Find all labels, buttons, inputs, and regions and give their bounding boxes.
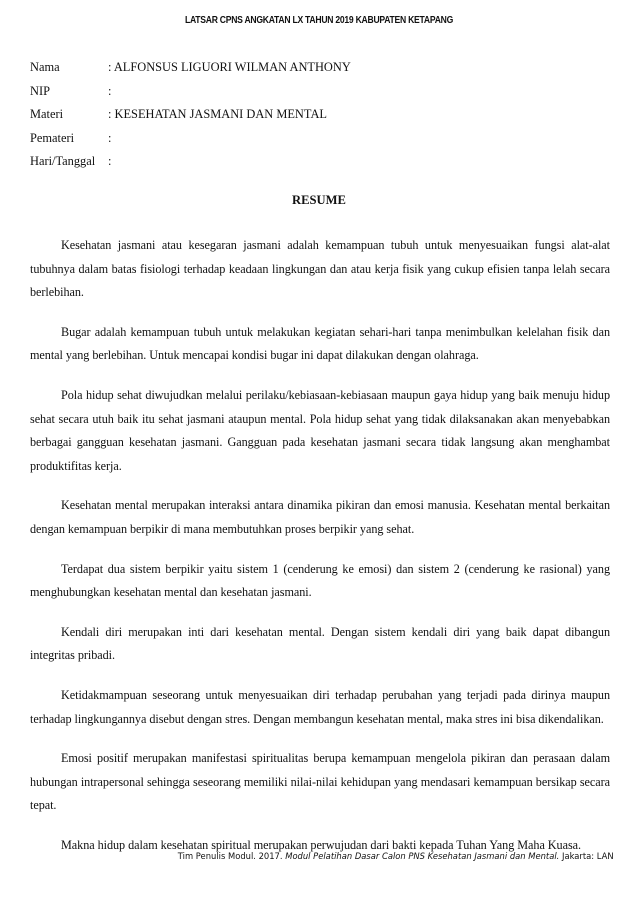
paragraph: Ketidakmampuan seseorang untuk menyesuaikan diri terhadap perubahan yang terjadi pada dirinya maupun terhadap lingkungannya disebut dengan stres. Dengan membangun kesehatan mental, maka stres ini bisa dikendalikan. [30,687,610,726]
meta-row-hari-tanggal [30,150,351,174]
document-title: RESUME [292,193,346,207]
meta-label: Pemateri [30,130,75,145]
meta-value: : [108,130,112,145]
meta-row-pemateri [30,127,351,151]
paragraph: Pola hidup sehat diwujudkan melalui perilaku/kebiasaan-kebiasaan maupun gaya hidup yang baik menuju hidup sehat secara utuh baik itu sehat jasmani ataupun mental. Pola hidup sehat yang tidak dilaksanakan akan menyebabkan berbagai gangguan kesehatan jasmani. Gangguan pada kesehatan jasmani secara tidak langsung akan menghambat produktifitas kerja. [30,387,610,473]
meta-row-nama [30,56,351,80]
footer-prefix: Tim Penulis Modul. 2017. [178,852,286,862]
paragraph: Bugar adalah kemampuan tubuh untuk melakukan kegiatan sehari-hari tanpa menimbulkan kelelahan fisik dan mental yang berlebihan. Untuk mencapai kondisi bugar ini dapat dilakukan dengan olahraga. [30,324,610,363]
paragraph: Kesehatan mental merupakan interaksi antara dinamika pikiran dan emosi manusia. Kesehatan mental berkaitan dengan kemampuan berpikir di mana membutuhkan proses berpikir yang sehat. [30,498,610,536]
resume-body [30,234,610,873]
meta-value: : [108,154,112,168]
meta-label: Hari/Tanggal [30,154,96,168]
meta-label: Nama [30,60,60,74]
meta-label: NIP [30,83,50,98]
meta-value: : [108,83,112,98]
paragraph: Makna hidup dalam kesehatan spiritual merupakan perwujudan dari bakti kepada Tuhan Yang Maha Kuasa. [61,837,581,852]
paragraph: Kendali diri merupakan inti dari kesehatan mental. Dengan sistem kendali diri yang baik dapat dibangun integritas pribadi. [30,624,610,663]
meta-value: : KESEHATAN JASMANI DAN MENTAL [108,107,327,121]
page-footer-citation [178,852,614,862]
meta-value: : ALFONSUS LIGUORI WILMAN ANTHONY [108,60,351,74]
meta-row-materi [30,103,351,127]
footer-suffix: Jakarta: LAN [559,852,614,862]
paragraph: Emosi positif merupakan manifestasi spiritualitas berupa kemampuan mengelola pikiran dan perasaan dalam hubungan intrapersonal sehingga seseorang memiliki nilai-nilai kehidupan yang mendasari kemampuan bersikap secara tepat. [30,751,610,813]
meta-row-nip [30,80,351,104]
page-header: LATSAR CPNS ANGKATAN LX TAHUN 2019 KABUPATEN KETAPANG [184,15,454,26]
paragraph: Kesehatan jasmani atau kesegaran jasmani adalah kemampuan tubuh untuk menyesuaikan fungsi alat-alat tubuhnya dalam batas fisiologi terhadap keadaan lingkungan dan atau kerja fisik yang cukup efisien tanpa lelah secara berlebihan. [30,238,610,300]
paragraph: Terdapat dua sistem berpikir yaitu sistem 1 (cenderung ke emosi) dan sistem 2 (cenderung ke rasional) yang menghubungkan kesehatan mental dan kesehatan jasmani. [30,561,610,600]
meta-label: Materi [30,107,64,121]
identity-block [30,56,351,174]
footer-italic-title: Modul Pelatihan Dasar Calon PNS Kesehatan Jasmani dan Mental. [285,852,560,862]
